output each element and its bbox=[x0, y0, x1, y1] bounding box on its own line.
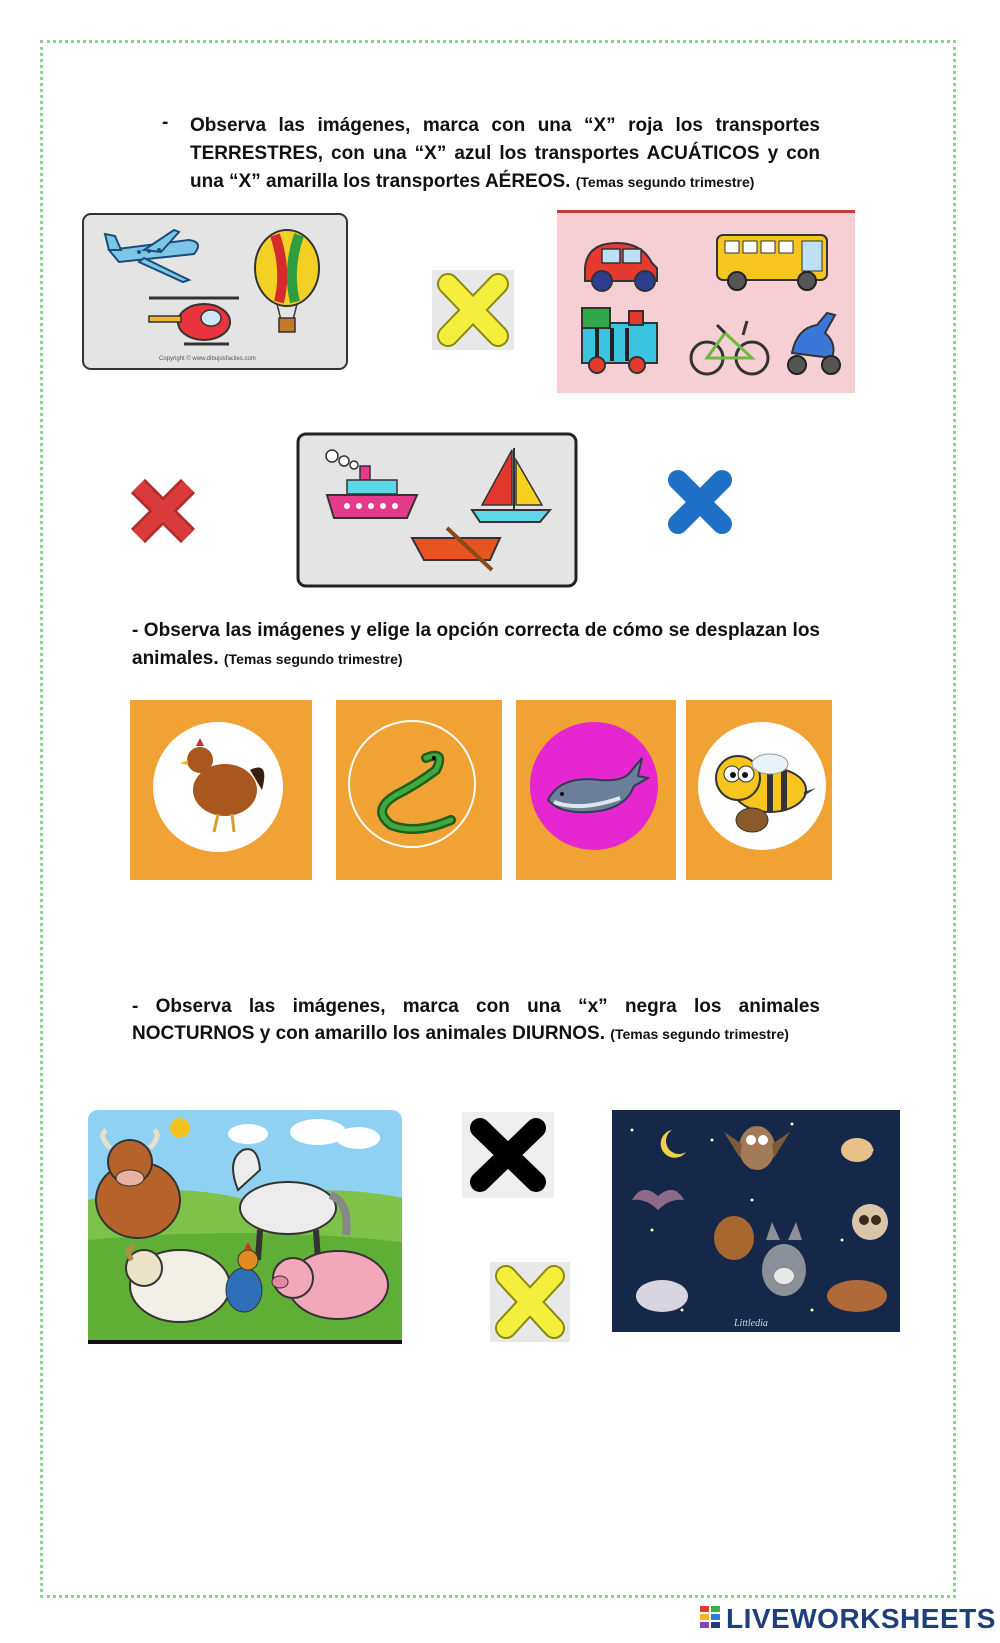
instruction-transport-text: Observa las imágenes, marca con una “X” roja los transportes TERRESTRES, con una “X” azul los transportes ACUÁTICOS y con una “X” amarilla los transportes AÉREOS. bbox=[190, 115, 820, 192]
yellow-x-icon bbox=[432, 270, 514, 350]
owl-icon bbox=[724, 1126, 790, 1170]
snake-icon bbox=[356, 740, 466, 840]
animal-card-whale[interactable] bbox=[516, 700, 676, 880]
day-animals-image bbox=[88, 1110, 402, 1344]
list-dash: - bbox=[162, 112, 169, 133]
yellow-x-mark-top[interactable] bbox=[432, 270, 514, 350]
instruction-transport-note: (Temas segundo trimestre) bbox=[575, 174, 755, 190]
instruction-nocturnal-text: - Observa las imágenes, marca con una “x” negra los animales NOCTURNOS y con amarillo los animales DIURNOS. bbox=[132, 996, 820, 1044]
animal-card-bee[interactable] bbox=[686, 700, 832, 880]
scooter-icon bbox=[788, 313, 840, 374]
land-transport-image bbox=[557, 210, 855, 393]
yellow-x-mark-bottom[interactable] bbox=[490, 1262, 570, 1342]
yellow-x-icon bbox=[490, 1262, 570, 1342]
instruction-movement bbox=[132, 617, 820, 673]
instruction-movement-note: (Temas segundo trimestre) bbox=[223, 651, 403, 667]
air-image-caption: Copyright © www.dibujosfaciles.com bbox=[159, 356, 256, 362]
liveworksheets-logo[interactable] bbox=[700, 1602, 996, 1636]
water-transport-image bbox=[292, 430, 582, 592]
armadillo-icon bbox=[827, 1280, 887, 1312]
air-transport-image bbox=[79, 210, 351, 375]
black-x-mark[interactable] bbox=[462, 1112, 554, 1198]
moon-icon bbox=[661, 1130, 686, 1158]
instruction-nocturnal bbox=[132, 993, 820, 1048]
instruction-transport bbox=[190, 112, 820, 196]
red-x-mark[interactable] bbox=[128, 476, 198, 546]
animal-card-hen[interactable] bbox=[130, 700, 312, 880]
train-icon bbox=[582, 308, 657, 373]
red-x-icon bbox=[128, 476, 198, 546]
instruction-movement-text: - Observa las imágenes y elige la opción correcta de cómo se desplazan los animales. bbox=[132, 620, 820, 669]
bee-icon bbox=[700, 730, 820, 850]
night-image-signature: Littledia bbox=[734, 1318, 768, 1329]
liveworksheets-brand: LIVEWORKSHEETS bbox=[726, 1603, 996, 1634]
bicycle-icon bbox=[691, 321, 768, 374]
hamster-icon bbox=[714, 1216, 754, 1260]
instruction-nocturnal-note: (Temas segundo trimestre) bbox=[610, 1026, 789, 1042]
lemur-icon bbox=[852, 1204, 888, 1240]
car-icon bbox=[585, 243, 657, 291]
animal-card-snake[interactable] bbox=[336, 700, 502, 880]
school-bus-icon bbox=[717, 235, 827, 290]
liveworksheets-icon bbox=[700, 1606, 722, 1632]
bat-icon bbox=[632, 1190, 684, 1210]
hen-icon bbox=[170, 730, 270, 840]
wolf-icon bbox=[762, 1222, 806, 1296]
black-x-icon bbox=[462, 1112, 554, 1198]
night-animals-image bbox=[612, 1110, 900, 1332]
possum-icon bbox=[636, 1280, 688, 1312]
blue-x-mark[interactable] bbox=[664, 466, 736, 538]
squirrel-icon bbox=[841, 1138, 873, 1162]
whale-icon bbox=[540, 750, 650, 830]
blue-x-icon bbox=[664, 466, 736, 538]
